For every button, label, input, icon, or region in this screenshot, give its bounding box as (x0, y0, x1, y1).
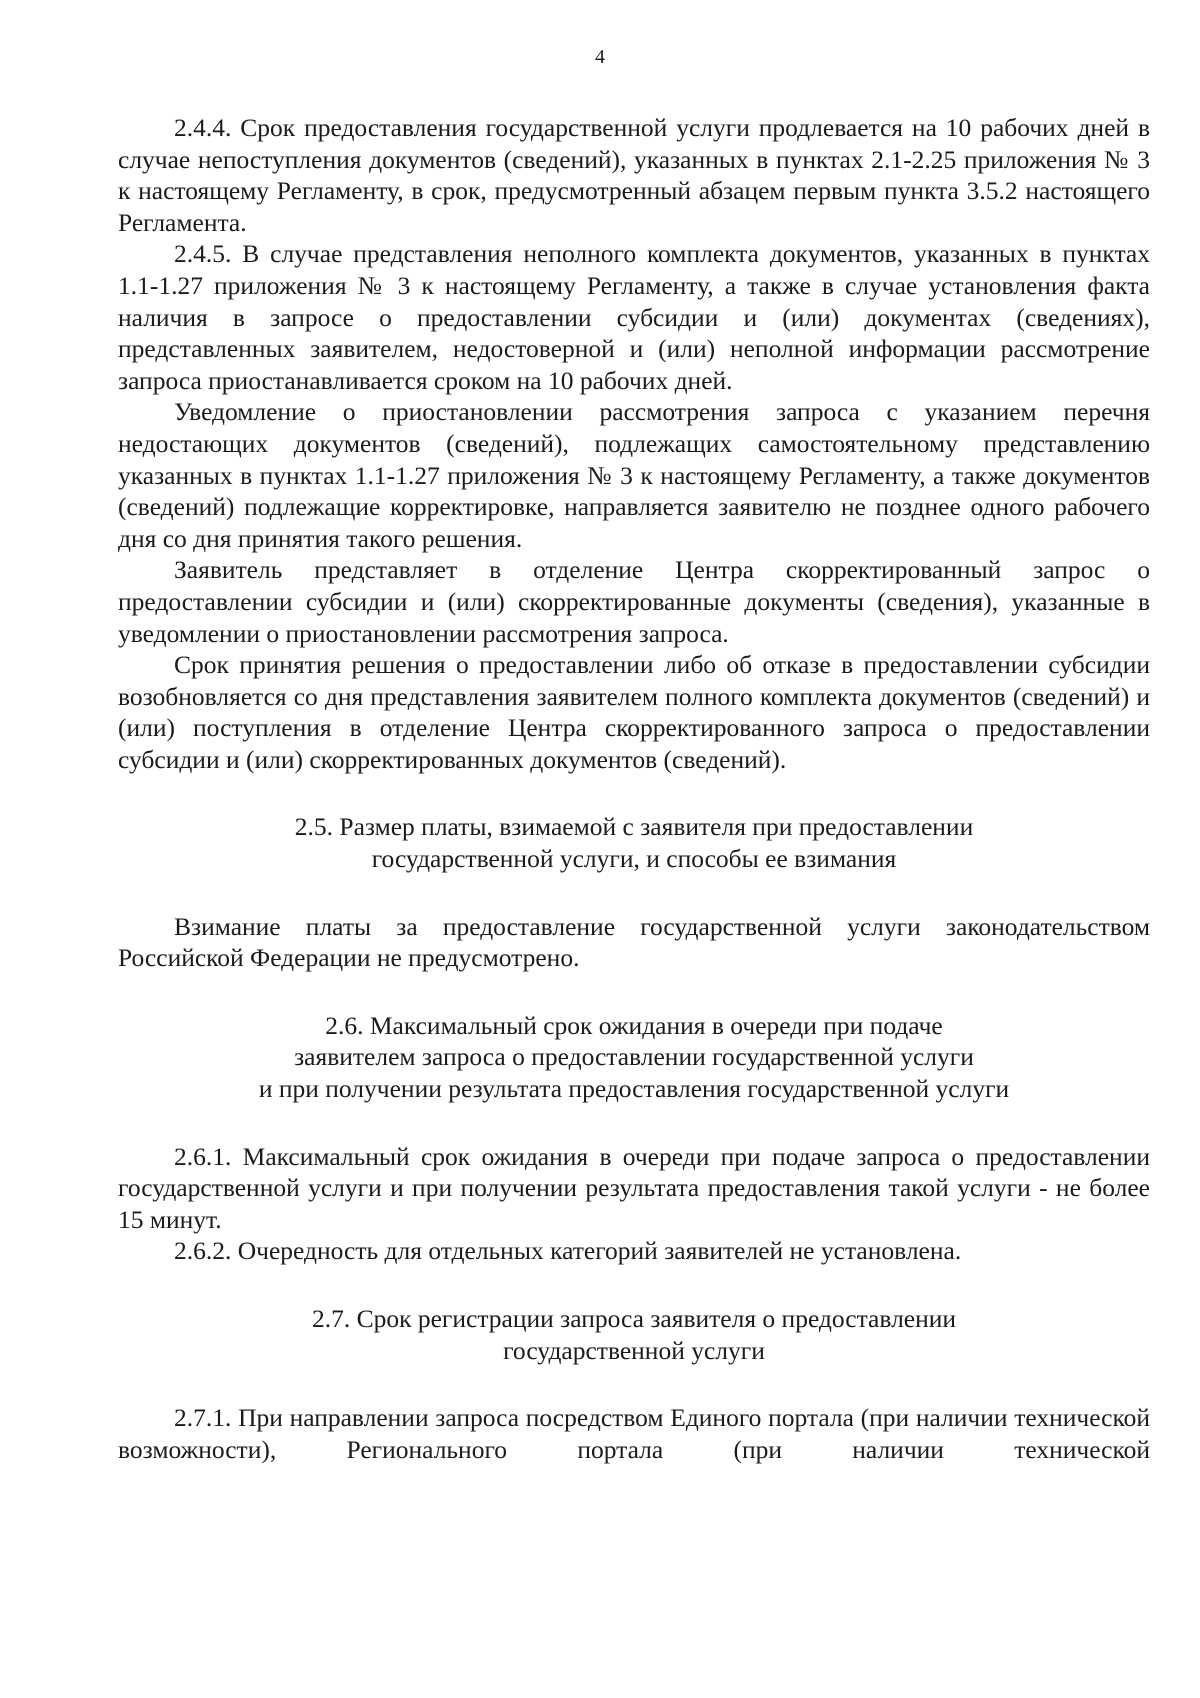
paragraph-2-4-4: 2.4.4. Срок предоставления государственной услуги продлевается на 10 рабочих дней в случае непоступления документов (сведений), указанных в пунктах 2.1-2.25 приложения № 3 к настоящему Регламенту, в срок, предусмотренный абзацем первым пункта 3.5.2 настоящего Регламента. (118, 113, 1150, 237)
heading-line: 2.5. Размер платы, взимаемой с заявителя при предоставлении (294, 812, 974, 842)
heading-2-6 (118, 1010, 1150, 1105)
paragraph-2-4-5: 2.4.5. В случае представления неполного комплекта документов, указанных в пунктах 1.1-1.27 приложения № 3 к настоящему Регламенту, а также в случае установления факта наличия в запросе о предоставлении субсидии и (или) документах (сведениях), представленных заявителем, недостоверной и (или) неполной информации рассмотрение запроса приостанавливается сроком на 10 рабочих дней. (118, 239, 1150, 395)
paragraph-2-7-1: 2.7.1. При направлении запроса посредством Единого портала (при наличии технической возможности), Регионального портала (при наличии технической (118, 1403, 1150, 1464)
heading-line: 2.7. Срок регистрации запроса заявителя о предоставлении (311, 1304, 957, 1333)
heading-line: 2.6. Максимальный срок ожидания в очереди при подаче (325, 1010, 943, 1040)
paragraph-2-6-1: 2.6.1. Максимальный срок ожидания в очереди при подаче запроса о предоставлении государственной услуги и при получении результата предоставления такой услуги - не более 15 минут. (118, 1141, 1150, 1234)
heading-line: государственной услуги, и способы ее взимания (371, 844, 897, 874)
paragraph-2-6-2: 2.6.2. Очередность для отдельных категорий заявителей не установлена. (174, 1236, 962, 1266)
heading-line: государственной услуги (503, 1335, 765, 1365)
paragraph-suspension-notice: Уведомление о приостановлении рассмотрения запроса с указанием перечня недостающих документов (сведений), подлежащих самостоятельному представлению указанных в пунктах 1.1-1.27 приложения № 3 к настоящему Регламенту, а также документов (сведений) подлежащие корректировке, направляется заявителю не позднее одного рабочего дня со дня принятия такого решения. (118, 397, 1150, 553)
heading-2-7 (118, 1303, 1150, 1366)
paragraph-fee: Взимание платы за предоставление государственной услуги законодательством Российской Федерации не предусмотрено. (118, 911, 1150, 973)
paragraph-corrected-request: Заявитель представляет в отделение Центра скорректированный запрос о предоставлении субсидии и (или) скорректированные документы (сведения), указанные в уведомлении о приостановлении рассмотрения запроса. (118, 555, 1150, 648)
document-body (118, 112, 1150, 1465)
paragraph-decision-resumption: Срок принятия решения о предоставлении либо об отказе в предоставлении субсидии возобновляется со дня представления заявителем полного комплекта документов (сведений) и (или) поступления в отделение Центра скорректированного запроса о предоставлении субсидии и (или) скорректированных документов (сведений). (118, 650, 1150, 774)
page-number: 4 (595, 46, 605, 68)
heading-line: заявителем запроса о предоставлении государственной услуги (294, 1042, 974, 1072)
heading-2-5 (118, 811, 1150, 874)
heading-line: и при получении результата предоставления государственной услуги (258, 1074, 1010, 1104)
